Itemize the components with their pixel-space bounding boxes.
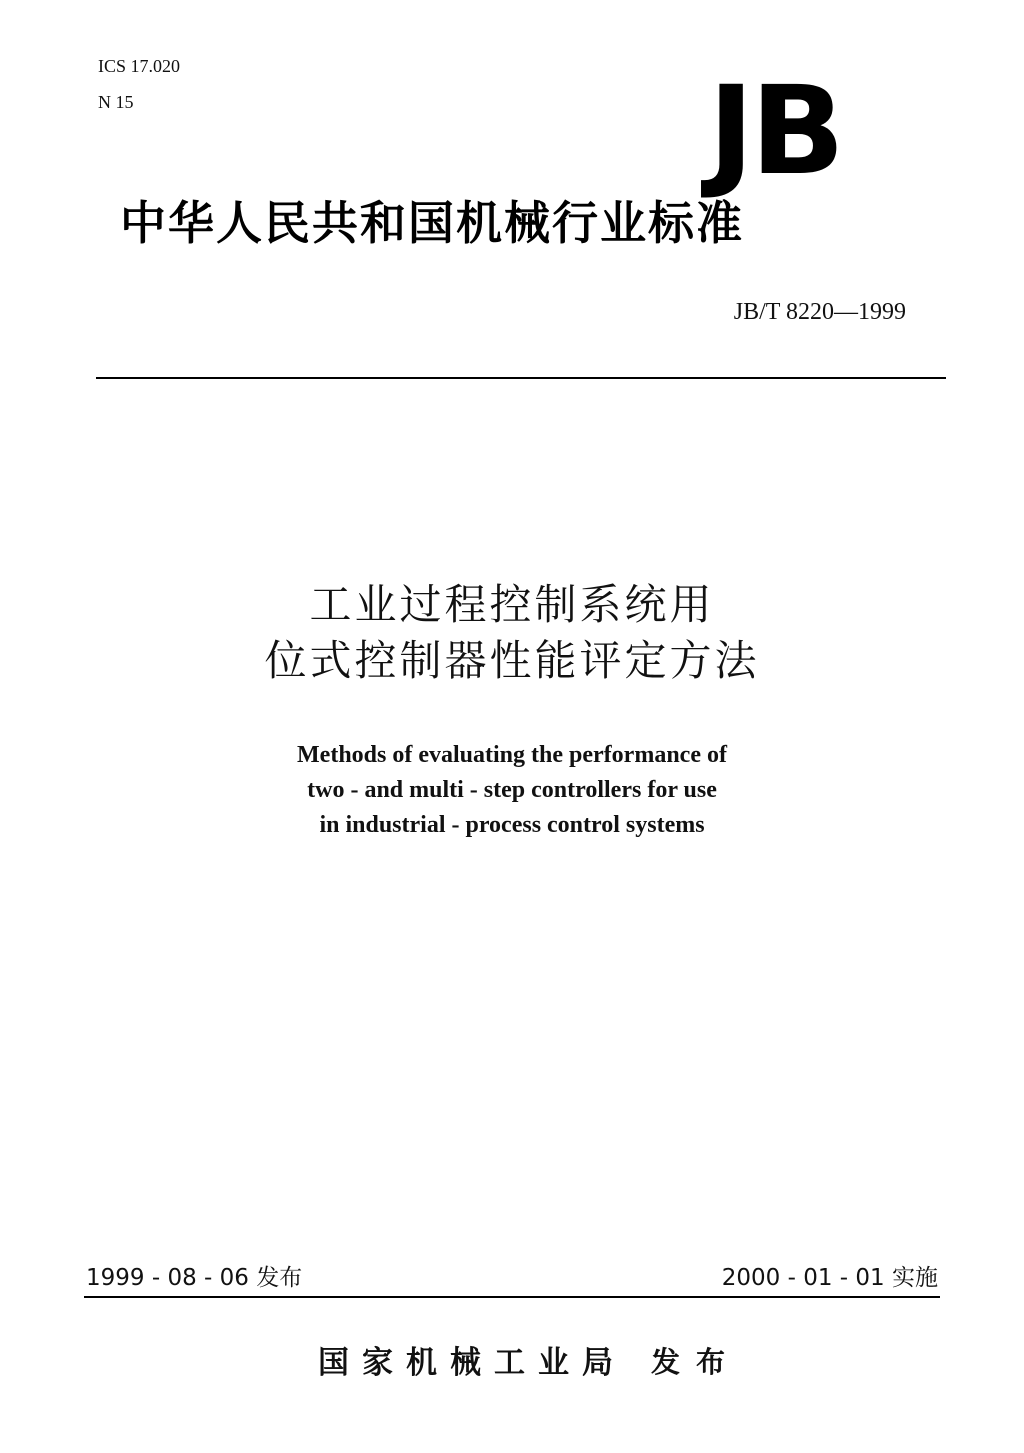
classification-code: N 15	[98, 92, 134, 112]
english-document-title	[0, 738, 1024, 843]
dates-row	[86, 1263, 938, 1293]
implementation-date: 2000 - 01 - 01 实施	[721, 1265, 938, 1291]
chinese-title-line-2: 位式控制器性能评定方法	[264, 635, 760, 685]
issuing-authority: 国家机械工业局	[318, 1345, 626, 1381]
standard-number: JB/T 8220—1999	[733, 299, 906, 325]
english-title-line-3: in industrial - process control systems	[319, 812, 705, 838]
english-title-line-1: Methods of evaluating the performance of	[297, 742, 727, 768]
classification-block	[98, 48, 180, 120]
jb-logo: JB	[708, 60, 841, 202]
top-divider	[96, 377, 946, 379]
chinese-document-title	[0, 577, 1024, 689]
bottom-divider	[84, 1296, 940, 1298]
ics-code: ICS 17.020	[98, 56, 181, 76]
issue-label: 发布	[651, 1345, 742, 1379]
chinese-title-line-1: 工业过程控制系统用	[309, 580, 715, 629]
english-title-line-2: two - and multi - step controllers for use	[307, 777, 717, 803]
standard-category-title: 中华人民共和国机械行业标准	[120, 196, 744, 250]
release-date: 1999 - 08 - 06 发布	[86, 1265, 303, 1291]
